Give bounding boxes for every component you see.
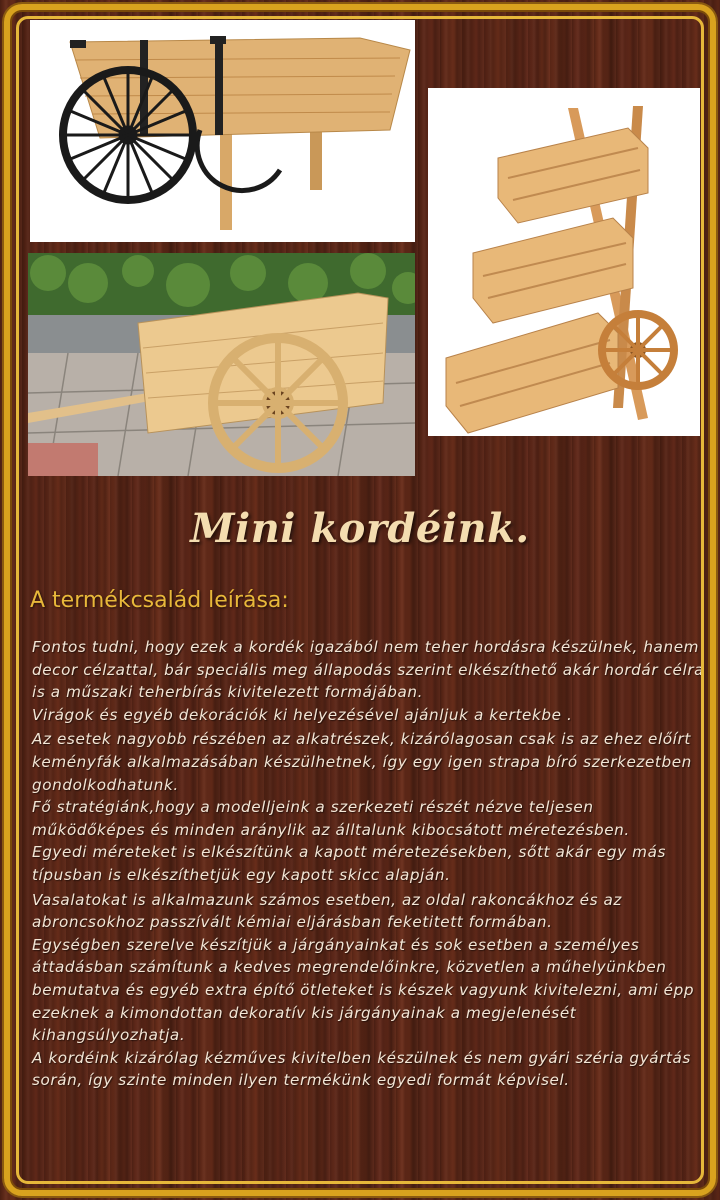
paragraph: A kordéink kizárólag kézműves kivitelben készülnek és nem gyári széria gyártás során, így szinte minden ilyen termékünk egyedi formát képvisel.: [32, 1048, 691, 1090]
three-tier-wooden-display-cart-photo: [428, 88, 700, 436]
paragraph: Vasalatokat is alkalmazunk számos esetben, az oldal rakoncákhoz és az abroncsokhoz passzívált kémiai eljárásban feketitett formában.: [32, 890, 623, 932]
wooden-cart-with-iron-wheels-photo: [30, 20, 415, 242]
paragraph: Fő stratégiánk,hogy a modelljeink a szerkezeti részét nézve teljesen működőképes és minden aránylik az álltalunk kibocsátott méretezésben.: [32, 798, 630, 839]
page-title: Mini kordéink.: [190, 505, 530, 552]
wooden-garden-cart-photo: [28, 253, 415, 476]
description-text: [32, 636, 708, 1092]
paragraph: Egyedi méreteket is elkészítünk a kapott méretezésekben, sőtt akár egy más típusban is elkészíthetjük egy kapott skicc alapján.: [32, 843, 666, 884]
section-subtitle: A termékcsalád leírása:: [30, 588, 289, 613]
paragraph: Az esetek nagyobb részében az alkatrészek, kizárólagosan csak is az ehez előírt keményfák alkalmazásában készülhetnek, így egy igen strapa bíró szerkezetben gondolkodhatunk.: [32, 730, 692, 794]
paragraph: Egységben szerelve készítjük a járgányainkat és sok esetben a személyes áttadásban számítunk a kedves megrendelőinkre, közvetlen a műhelyünkben bemutatva és egyéb extra építő ötleteket is készek vagyunk kivitelezni, ami épp ezeknek a kimondottan dekoratív kis járgányainak a megjelenését kihangsúlyozhatja.: [32, 935, 695, 1045]
paragraph: Fontos tudni, hogy ezek a kordék igazából nem teher hordásra készülnek, hanem decor célzattal, bár speciális meg állapodás szerint elkészíthető akár hordár célra is a műszaki teherbírás kivitelezett formájában.: [32, 638, 705, 702]
paragraph: Virágok és egyéb dekorációk ki helyezésével ajánljuk a kertekbe .: [32, 705, 573, 724]
